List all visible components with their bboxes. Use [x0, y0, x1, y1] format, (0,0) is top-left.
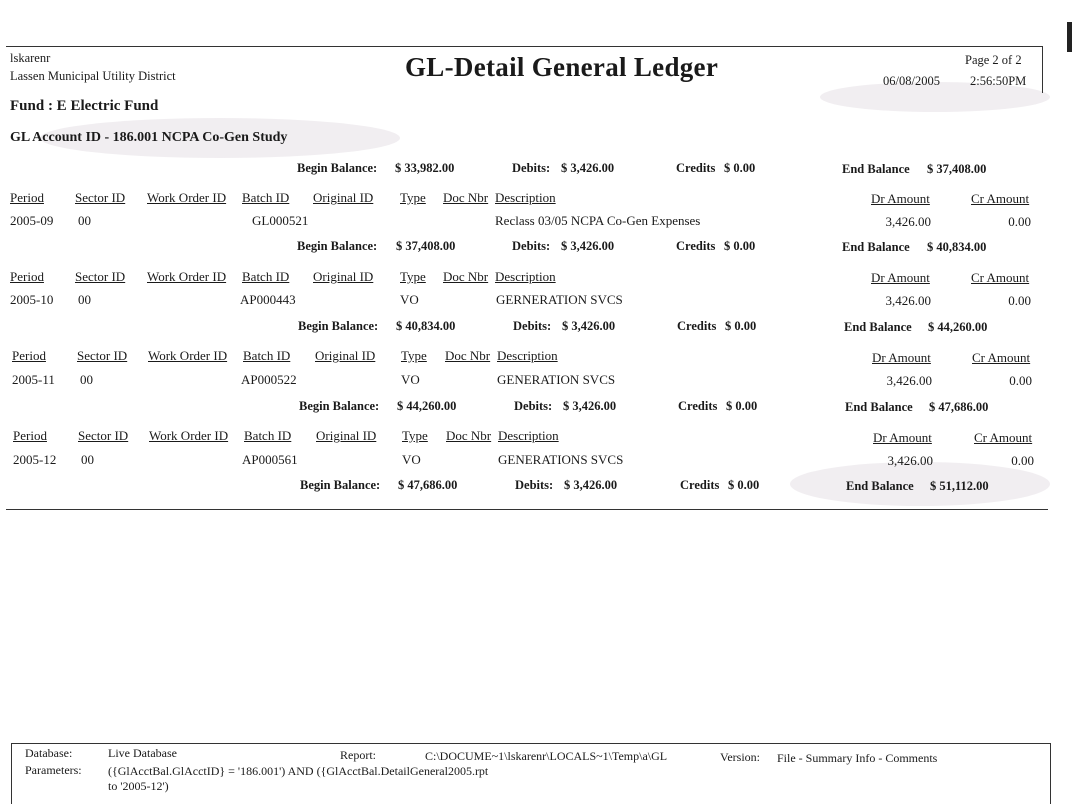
begin-balance-label: Begin Balance: — [300, 478, 381, 492]
page-number: Page 2 of 2 — [965, 53, 1022, 67]
begin-balance-value: $ 47,686.00 — [398, 478, 458, 492]
row-type: VO — [402, 452, 421, 467]
end-balance-label: End Balance — [844, 320, 912, 334]
row-type: VO — [400, 292, 419, 307]
col-work-order-id: Work Order ID — [149, 428, 229, 443]
col-doc-nbr: Doc Nbr — [443, 190, 489, 205]
col-batch-id: Batch ID — [242, 190, 290, 205]
row-type: VO — [401, 372, 420, 387]
col-doc-nbr: Doc Nbr — [446, 428, 492, 443]
debits-value: $ 3,426.00 — [563, 399, 617, 413]
credits-label: Credits — [678, 399, 718, 413]
credits-label: Credits — [676, 239, 716, 253]
debits-value: $ 3,426.00 — [562, 319, 616, 333]
begin-balance-value: $ 40,834.00 — [396, 319, 456, 333]
credits-label: Credits — [680, 478, 720, 492]
database-value: Live Database — [108, 746, 177, 760]
row-description: GENERATION SVCS — [497, 372, 616, 387]
credits-value: $ 0.00 — [724, 161, 756, 175]
row-batch: AP000561 — [242, 452, 298, 467]
end-balance-value: $ 37,408.00 — [927, 162, 987, 176]
row-period: 2005-10 — [10, 292, 54, 307]
col-period: Period — [12, 348, 46, 363]
row-sector: 00 — [78, 213, 91, 228]
version-value: File - Summary Info - Comments — [777, 751, 938, 765]
report-date: 06/08/2005 — [883, 74, 940, 88]
end-balance-label: End Balance — [842, 240, 910, 254]
col-cr-amount: Cr Amount — [971, 191, 1030, 206]
row-cr-amount: 0.00 — [1008, 214, 1031, 229]
row-description: GENERATIONS SVCS — [498, 452, 624, 467]
report-time: 2:56:50PM — [970, 74, 1027, 88]
debits-label: Debits: — [512, 161, 551, 175]
end-balance-value: $ 47,686.00 — [929, 400, 989, 414]
col-cr-amount: Cr Amount — [972, 350, 1031, 365]
col-sector-id: Sector ID — [78, 428, 129, 443]
col-cr-amount: Cr Amount — [971, 270, 1030, 285]
col-dr-amount: Dr Amount — [871, 270, 930, 285]
debits-value: $ 3,426.00 — [561, 239, 615, 253]
section-divider — [6, 509, 1048, 510]
col-doc-nbr: Doc Nbr — [443, 269, 489, 284]
col-original-id: Original ID — [315, 348, 376, 363]
debits-label: Debits: — [515, 478, 554, 492]
col-type: Type — [401, 348, 427, 363]
col-work-order-id: Work Order ID — [148, 348, 228, 363]
account-heading: GL Account ID - 186.001 NCPA Co-Gen Study — [10, 130, 288, 145]
col-sector-id: Sector ID — [77, 348, 128, 363]
col-dr-amount: Dr Amount — [871, 191, 930, 206]
end-balance-value: $ 40,834.00 — [927, 240, 987, 254]
version-label: Version: — [720, 750, 760, 764]
row-period: 2005-09 — [10, 213, 54, 228]
debits-value: $ 3,426.00 — [561, 161, 615, 175]
credits-label: Credits — [676, 161, 716, 175]
credits-value: $ 0.00 — [724, 239, 756, 253]
row-dr-amount: 3,426.00 — [885, 214, 931, 229]
report-title: GL-Detail General Ledger — [405, 52, 719, 82]
col-description: Description — [497, 348, 558, 363]
col-period: Period — [10, 190, 44, 205]
row-batch: AP000522 — [241, 372, 297, 387]
parameters-label: Parameters: — [25, 763, 82, 777]
credits-value: $ 0.00 — [726, 399, 758, 413]
begin-balance-value: $ 37,408.00 — [396, 239, 456, 253]
row-batch: AP000443 — [240, 292, 296, 307]
credits-value: $ 0.00 — [725, 319, 757, 333]
row-cr-amount: 0.00 — [1008, 293, 1031, 308]
col-dr-amount: Dr Amount — [872, 350, 931, 365]
debits-value: $ 3,426.00 — [564, 478, 618, 492]
end-balance-value: $ 51,112.00 — [930, 479, 989, 493]
col-description: Description — [495, 269, 556, 284]
row-description: Reclass 03/05 NCPA Co-Gen Expenses — [495, 213, 701, 228]
row-sector: 00 — [78, 292, 91, 307]
row-dr-amount: 3,426.00 — [887, 453, 933, 468]
col-original-id: Original ID — [313, 190, 374, 205]
database-label: Database: — [25, 746, 73, 760]
begin-balance-label: Begin Balance: — [299, 399, 380, 413]
begin-balance-value: $ 33,982.00 — [395, 161, 455, 175]
row-period: 2005-12 — [13, 452, 57, 467]
col-original-id: Original ID — [316, 428, 377, 443]
organization-name: Lassen Municipal Utility District — [10, 69, 176, 83]
col-description: Description — [495, 190, 556, 205]
report-label: Report: — [340, 748, 376, 762]
fund-heading: Fund : E Electric Fund — [10, 98, 159, 114]
parameters-value: ({GlAcctBal.GlAcctID} = '186.001') AND ({GlAcctBal.DetailGeneral2005.rpt — [108, 764, 489, 778]
col-cr-amount: Cr Amount — [974, 430, 1033, 445]
end-balance-label: End Balance — [842, 162, 910, 176]
report-path: C:\DOCUME~1\lskarenr\LOCALS~1\Temp\a\GL — [425, 749, 668, 763]
begin-balance-label: Begin Balance: — [298, 319, 379, 333]
credits-value: $ 0.00 — [728, 478, 760, 492]
begin-balance-value: $ 44,260.00 — [397, 399, 457, 413]
scan-edge-mark — [1067, 22, 1072, 52]
col-sector-id: Sector ID — [75, 269, 126, 284]
col-batch-id: Batch ID — [242, 269, 290, 284]
col-batch-id: Batch ID — [244, 428, 292, 443]
col-period: Period — [13, 428, 47, 443]
debits-label: Debits: — [512, 239, 551, 253]
col-original-id: Original ID — [313, 269, 374, 284]
row-sector: 00 — [80, 372, 93, 387]
begin-balance-label: Begin Balance: — [297, 161, 378, 175]
debits-label: Debits: — [513, 319, 552, 333]
col-work-order-id: Work Order ID — [147, 269, 227, 284]
col-type: Type — [400, 269, 426, 284]
row-description: GERNERATION SVCS — [496, 292, 623, 307]
credits-label: Credits — [677, 319, 717, 333]
row-dr-amount: 3,426.00 — [885, 293, 931, 308]
row-sector: 00 — [81, 452, 94, 467]
col-dr-amount: Dr Amount — [873, 430, 932, 445]
col-type: Type — [402, 428, 428, 443]
row-dr-amount: 3,426.00 — [886, 373, 932, 388]
end-balance-value: $ 44,260.00 — [928, 320, 988, 334]
report-user: lskarenr — [10, 51, 51, 65]
debits-label: Debits: — [514, 399, 553, 413]
col-work-order-id: Work Order ID — [147, 190, 227, 205]
begin-balance-label: Begin Balance: — [297, 239, 378, 253]
row-period: 2005-11 — [12, 372, 55, 387]
col-type: Type — [400, 190, 426, 205]
row-cr-amount: 0.00 — [1009, 373, 1032, 388]
row-cr-amount: 0.00 — [1011, 453, 1034, 468]
parameters-continuation: to '2005-12') — [108, 779, 169, 793]
col-batch-id: Batch ID — [243, 348, 291, 363]
end-balance-label: End Balance — [846, 479, 914, 493]
row-batch: GL000521 — [252, 213, 309, 228]
end-balance-label: End Balance — [845, 400, 913, 414]
col-sector-id: Sector ID — [75, 190, 126, 205]
col-doc-nbr: Doc Nbr — [445, 348, 491, 363]
col-period: Period — [10, 269, 44, 284]
col-description: Description — [498, 428, 559, 443]
